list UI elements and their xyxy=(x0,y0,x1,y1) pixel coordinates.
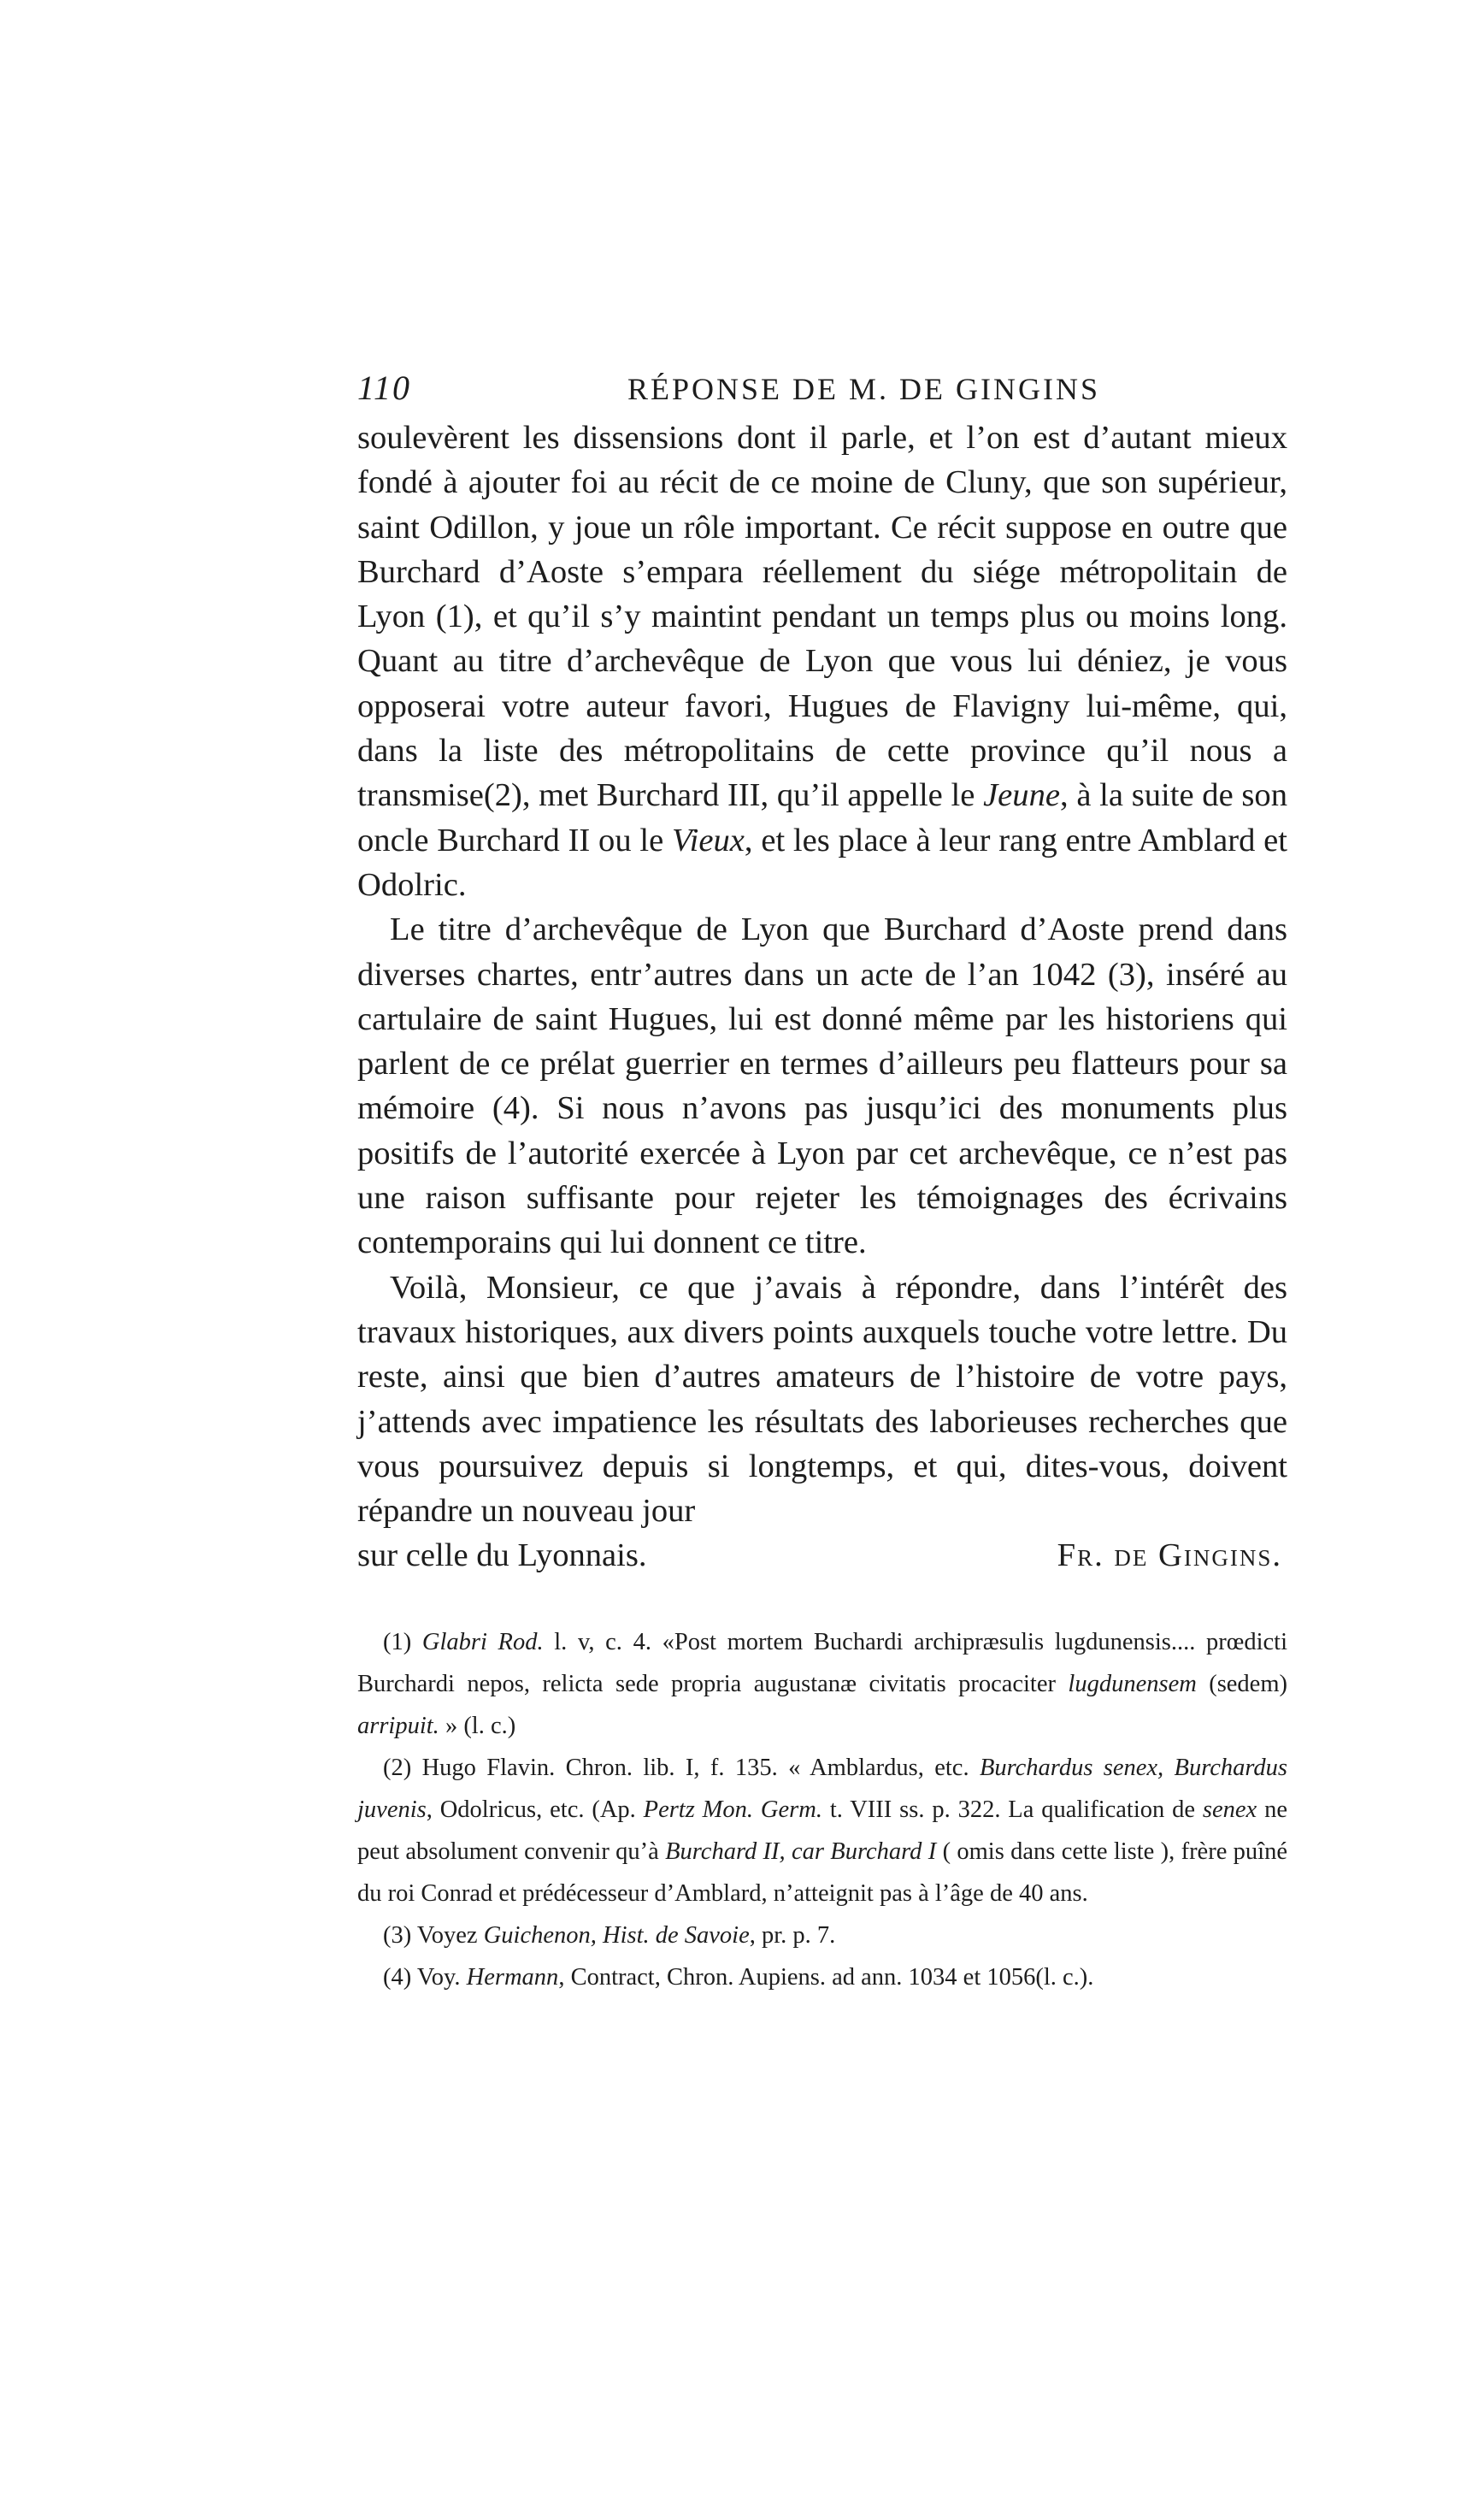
closing-text: sur celle du Lyonnais. xyxy=(357,1537,647,1574)
footnote-4: (4) Voy. Hermann, Contract, Chron. Aupiens. ad ann. 1034 et 1056(l. c.). xyxy=(383,1963,1094,1991)
footnote-2: (2) Hugo Flavin. Chron. lib. I, f. 135. « Amblardus, etc. Burchardus senex, Burchardus juvenis, Odolricus, etc. (Ap. Pertz Mon. Germ. t. VIII ss. p. 322. La qualification de senex ne peut absolument convenir qu’à Burchard II, car Burchard I ( omis dans cette liste ), frère puîné du roi Conrad et prédécesseur d’Amblard, n’atteignit pas à l’âge de 40 ans. xyxy=(357,1754,1287,1907)
closing-line xyxy=(357,1533,1287,1578)
page-number: 110 xyxy=(357,369,412,407)
main-text xyxy=(357,416,1287,1578)
footnote-1: (1) Glabri Rod. l. v, c. 4. «Post mortem Buchardi archipræsulis lugdunensis.... prœdicti Burchardi nepos, relicta sede propria augustanæ civitatis procaciter lugdunensem (sedem) arripuit. » (l. c.) xyxy=(357,1628,1287,1739)
footnotes xyxy=(357,1621,1287,1998)
paragraph-2: Le titre d’archevêque de Lyon que Burchard d’Aoste prend dans diverses chartes, entr’autres dans un acte de l’an 1042 (3), inséré au cartulaire de saint Hugues, lui est donné même par les historiens qui parlent de ce prélat guerrier en termes d’ailleurs peu flatteurs pour sa mémoire (4). Si nous n’avons pas jusqu’ici des monuments plus positifs de l’autorité exercée à Lyon par cet archevêque, ce n’est pas une raison suffisante pour rejeter les témoignages des écrivains contemporains qui lui donnent ce titre. xyxy=(357,911,1287,1261)
signature: Fr. de Gingins. xyxy=(1057,1537,1282,1574)
paragraph-1: soulevèrent les dissensions dont il parle, et l’on est d’autant mieux fondé à ajouter foi au récit de ce moine de Cluny, que son supérieur, saint Odillon, y joue un rôle important. Ce récit suppose en outre que Burchard d’Aoste s’empara réellement du siége métropolitain de Lyon (1), et qu’il s’y maintint pendant un temps plus ou moins long. Quant au titre d’archevêque de Lyon que vous lui déniez, je vous opposerai votre auteur favori, Hugues de Flavigny lui-même, qui, dans la liste des métropolitains de cette province qu’il nous a transmise(2), met Burchard III, qu’il appelle le Jeune, à la suite de son oncle Burchard II ou le Vieux, et les place à leur rang entre Amblard et Odolric. xyxy=(357,420,1287,903)
footnote-3: (3) Voyez Guichenon, Hist. de Savoie, pr. p. 7. xyxy=(383,1921,836,1949)
running-head xyxy=(357,368,1287,416)
running-title: RÉPONSE DE M. DE GINGINS xyxy=(627,372,1101,406)
book-page xyxy=(357,368,1287,1998)
paragraph-3: Voilà, Monsieur, ce que j’avais à répondre, dans l’intérêt des travaux historiques, aux divers points auxquels touche votre lettre. Du reste, ainsi que bien d’autres amateurs de l’histoire de votre pays, j’attends avec impatience les résultats des laborieuses recherches que vous poursuivez depuis si longtemps, et qui, dites-vous, doivent répandre un nouveau jour xyxy=(357,1269,1287,1530)
